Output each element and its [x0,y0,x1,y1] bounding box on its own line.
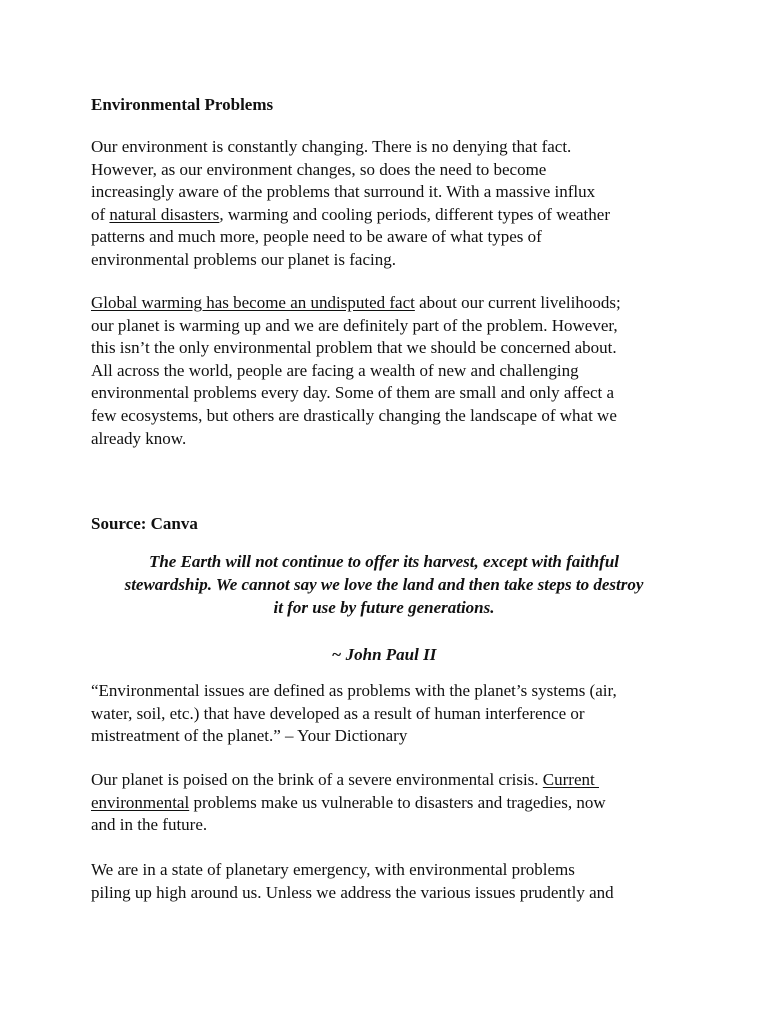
paragraph-3-line-1: “Environmental issues are defined as problems with the planet’s systems (air, [91,681,617,700]
paragraph-1-line-1: Our environment is constantly changing. There is no denying that fact. [91,137,572,156]
paragraph-3-line-3: mistreatment of the planet.” – Your Dictionary [91,726,408,746]
paragraph-5-line-2: piling up high around us. Unless we address the various issues prudently and [91,882,614,902]
paragraph-2-line-1 [91,292,621,315]
paragraph-2-line-6: few ecosystems, but others are drastically changing the landscape of what we [91,406,617,425]
current-environmental-link-part-1[interactable]: Current [542,770,599,789]
paragraph-4-line-1-pre: Our planet is poised on the brink of a severe environmental crisis. [91,770,543,789]
paragraph-1-line-4 [91,204,610,227]
paragraph-1-line-3: increasingly aware of the problems that surround it. With a massive influx [91,182,596,202]
paragraph-2-line-1-post: about our current livelihoods; [414,293,621,312]
paragraph-2-line-4: All across the world, people are facing a wealth of new and challenging [91,360,579,380]
paragraph-1-line-6: environmental problems our planet is facing. [91,250,396,269]
paragraph-1-line-2: However, as our environment changes, so does the need to become [91,159,547,179]
paragraph-1-line-5: patterns and much more, people need to be aware of what types of [91,227,542,247]
document-title: Environmental Problems [91,95,274,114]
quote-line-1: The Earth will not continue to offer its harvest, except with faithful [148,552,620,571]
paragraph-4-line-1 [91,769,599,792]
quote-attribution: ~ John Paul II [331,645,437,664]
paragraph-2-line-7: already know. [91,428,187,448]
natural-disasters-link[interactable]: natural disasters [109,204,220,224]
current-environmental-link-part-2[interactable]: environmental [91,792,190,812]
paragraph-2-line-3: this isn’t the only environmental problem that we should be concerned about. [91,338,617,358]
paragraph-1-line-4-post: , warming and cooling periods, different types of weather [219,204,610,224]
source-label: Source: Canva [91,514,198,533]
paragraph-2-line-5: environmental problems every day. Some of them are small and only affect a [91,383,615,403]
paragraph-4-line-2-post: problems make us vulnerable to disasters and tragedies, now [189,792,606,812]
quote-line-2: stewardship. We cannot say we love the land and then take steps to destroy [124,575,644,594]
paragraph-4-line-3: and in the future. [91,815,208,835]
paragraph-3-line-2: water, soil, etc.) that have developed as a result of human interference or [91,703,585,723]
global-warming-link[interactable]: Global warming has become an undisputed fact [91,293,415,312]
paragraph-2-line-2: our planet is warming up and we are definitely part of the problem. However, [91,315,618,335]
paragraph-5-line-1: We are in a state of planetary emergency, with environmental problems [91,860,575,879]
paragraph-4-line-2 [91,792,606,815]
quote-line-3: it for use by future generations. [273,598,495,617]
paragraph-1-line-4-pre: of [91,204,110,224]
